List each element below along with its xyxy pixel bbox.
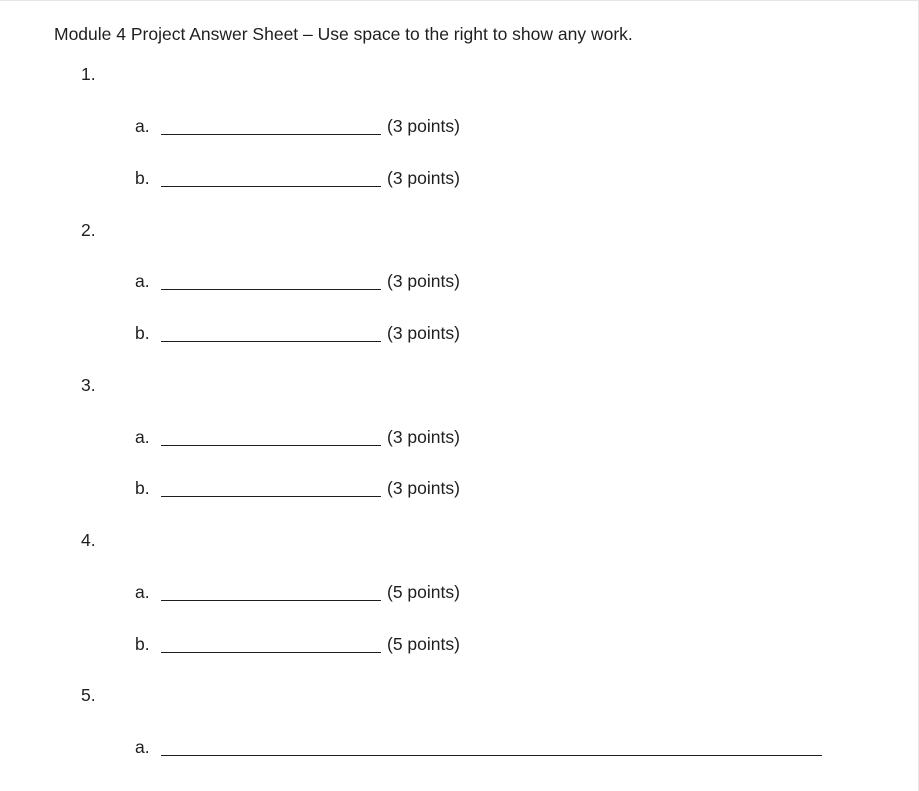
- answer-blank[interactable]: [161, 273, 381, 290]
- question-number: 1.: [81, 64, 96, 84]
- points-label: (5 points): [387, 634, 460, 654]
- question-number: 5.: [81, 685, 96, 705]
- answer-blank[interactable]: [161, 584, 381, 601]
- question-number: 2.: [81, 220, 96, 240]
- answer-row: [135, 114, 460, 138]
- answer-row: [135, 580, 460, 604]
- points-label: (3 points): [387, 427, 460, 447]
- answer-row: [135, 425, 460, 449]
- question-number: 3.: [81, 375, 96, 395]
- answer-row: [135, 735, 828, 759]
- question-number: 4.: [81, 530, 96, 550]
- answer-blank[interactable]: [161, 170, 381, 187]
- answer-blank[interactable]: [161, 480, 381, 497]
- points-label: (3 points): [387, 168, 460, 188]
- answer-blank[interactable]: [161, 118, 381, 135]
- part-label: b.: [135, 168, 150, 188]
- page-title: Module 4 Project Answer Sheet – Use space to the right to show any work.: [54, 24, 633, 44]
- part-label: b.: [135, 323, 150, 343]
- part-label: b.: [135, 634, 150, 654]
- part-label: a.: [135, 582, 150, 602]
- answer-row: [135, 476, 460, 500]
- part-label: a.: [135, 427, 150, 447]
- points-label: (3 points): [387, 116, 460, 136]
- part-label: a.: [135, 737, 150, 757]
- part-label: b.: [135, 478, 150, 498]
- answer-row: [135, 321, 460, 345]
- points-label: (5 points): [387, 582, 460, 602]
- answer-blank[interactable]: [161, 739, 822, 756]
- part-label: a.: [135, 116, 150, 136]
- points-label: (3 points): [387, 271, 460, 291]
- answer-row: [135, 166, 460, 190]
- answer-blank[interactable]: [161, 636, 381, 653]
- points-label: (3 points): [387, 478, 460, 498]
- answer-row: [135, 269, 460, 293]
- answer-blank[interactable]: [161, 325, 381, 342]
- points-label: (3 points): [387, 323, 460, 343]
- answer-row: [135, 632, 460, 656]
- part-label: a.: [135, 271, 150, 291]
- answer-blank[interactable]: [161, 429, 381, 446]
